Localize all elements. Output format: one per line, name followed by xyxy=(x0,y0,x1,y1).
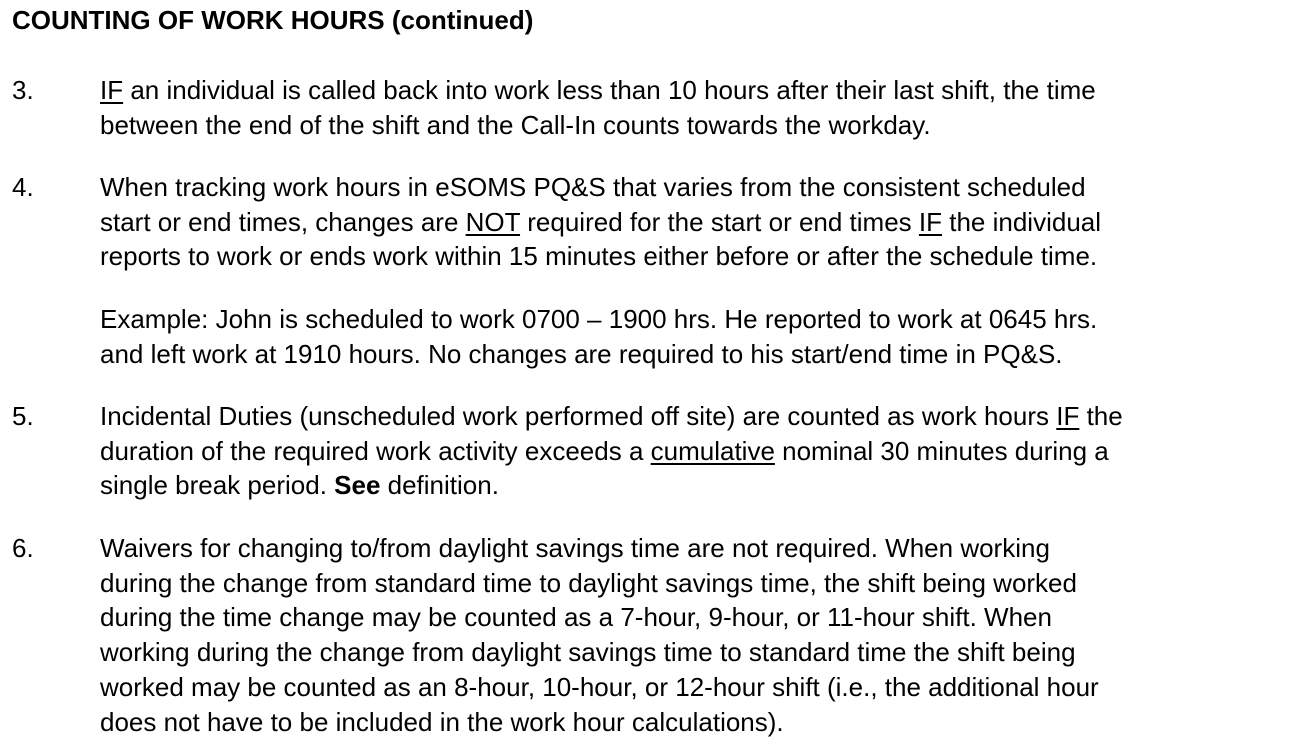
item-6-line-5: worked may be counted as an 8-hour, 10-hour, or 12-hour shift (i.e., the additional hour xyxy=(100,671,1099,702)
list-item-4 xyxy=(12,170,1298,274)
text-run: duration of the required work activity exceeds a xyxy=(100,435,651,466)
list-item-6 xyxy=(12,531,1298,739)
example-line-1: Example: John is scheduled to work 0700 – 1900 hrs. He reported to work at 0645 hrs. xyxy=(100,304,1098,334)
emphasis-cumulative: cumulative xyxy=(650,435,775,466)
emphasis-not: NOT xyxy=(465,206,521,237)
item-4-line-2 xyxy=(100,205,1298,240)
item-3-line-1 xyxy=(100,73,1298,108)
item-5-line-1 xyxy=(100,399,1298,434)
item-number: 3. xyxy=(12,75,34,105)
text-run: definition. xyxy=(380,470,499,501)
item-5-line-2 xyxy=(100,434,1298,469)
item-4-line-1: When tracking work hours in eSOMS PQ&S that varies from the consistent scheduled xyxy=(100,172,1086,202)
item-number: 6. xyxy=(12,533,34,563)
emphasis-if: IF xyxy=(100,75,124,105)
item-number: 4. xyxy=(12,172,34,202)
item-6-line-4: working during the change from daylight savings time to standard time the shift being xyxy=(100,637,1076,668)
section-heading: COUNTING OF WORK HOURS (continued) xyxy=(12,5,534,35)
emphasis-if: IF xyxy=(918,206,943,237)
list-item-3 xyxy=(12,73,1298,142)
emphasis-see: See xyxy=(334,470,381,501)
item-6-line-6: does not have to be included in the work hour calculations). xyxy=(100,706,784,737)
text-run: required for the start or end times xyxy=(520,206,919,237)
emphasis-if: IF xyxy=(1056,401,1080,431)
text-run: single break period. xyxy=(100,470,335,501)
item-4-line-3: reports to work or ends work within 15 minutes either before or after the schedule time. xyxy=(100,241,1098,272)
text-run: nominal 30 minutes during a xyxy=(774,435,1109,466)
item-4-example xyxy=(100,302,1298,371)
item-6-line-2: during the change from standard time to daylight savings time, the shift being worked xyxy=(100,567,1077,598)
item-number: 5. xyxy=(12,401,34,431)
item-6-line-3: during the time change may be counted as a 7-hour, 9-hour, or 11-hour shift. When xyxy=(100,602,1052,633)
list-item-5 xyxy=(12,399,1298,503)
text-run: the xyxy=(1079,401,1123,431)
item-5-line-3 xyxy=(100,468,1298,503)
text-run: an individual is called back into work less than 10 hours after their last shift, the time xyxy=(123,75,1096,105)
example-line-2: and left work at 1910 hours. No changes are required to his start/end time in PQ&S. xyxy=(100,338,1063,369)
item-3-line-2: between the end of the shift and the Call-In counts towards the workday. xyxy=(100,109,931,140)
text-run: start or end times, changes are xyxy=(100,206,466,237)
text-run: Incidental Duties (unscheduled work performed off site) are counted as work hours xyxy=(100,401,1057,431)
item-6-line-1: Waivers for changing to/from daylight savings time are not required. When working xyxy=(100,533,1050,563)
text-run: the individual xyxy=(942,206,1102,237)
